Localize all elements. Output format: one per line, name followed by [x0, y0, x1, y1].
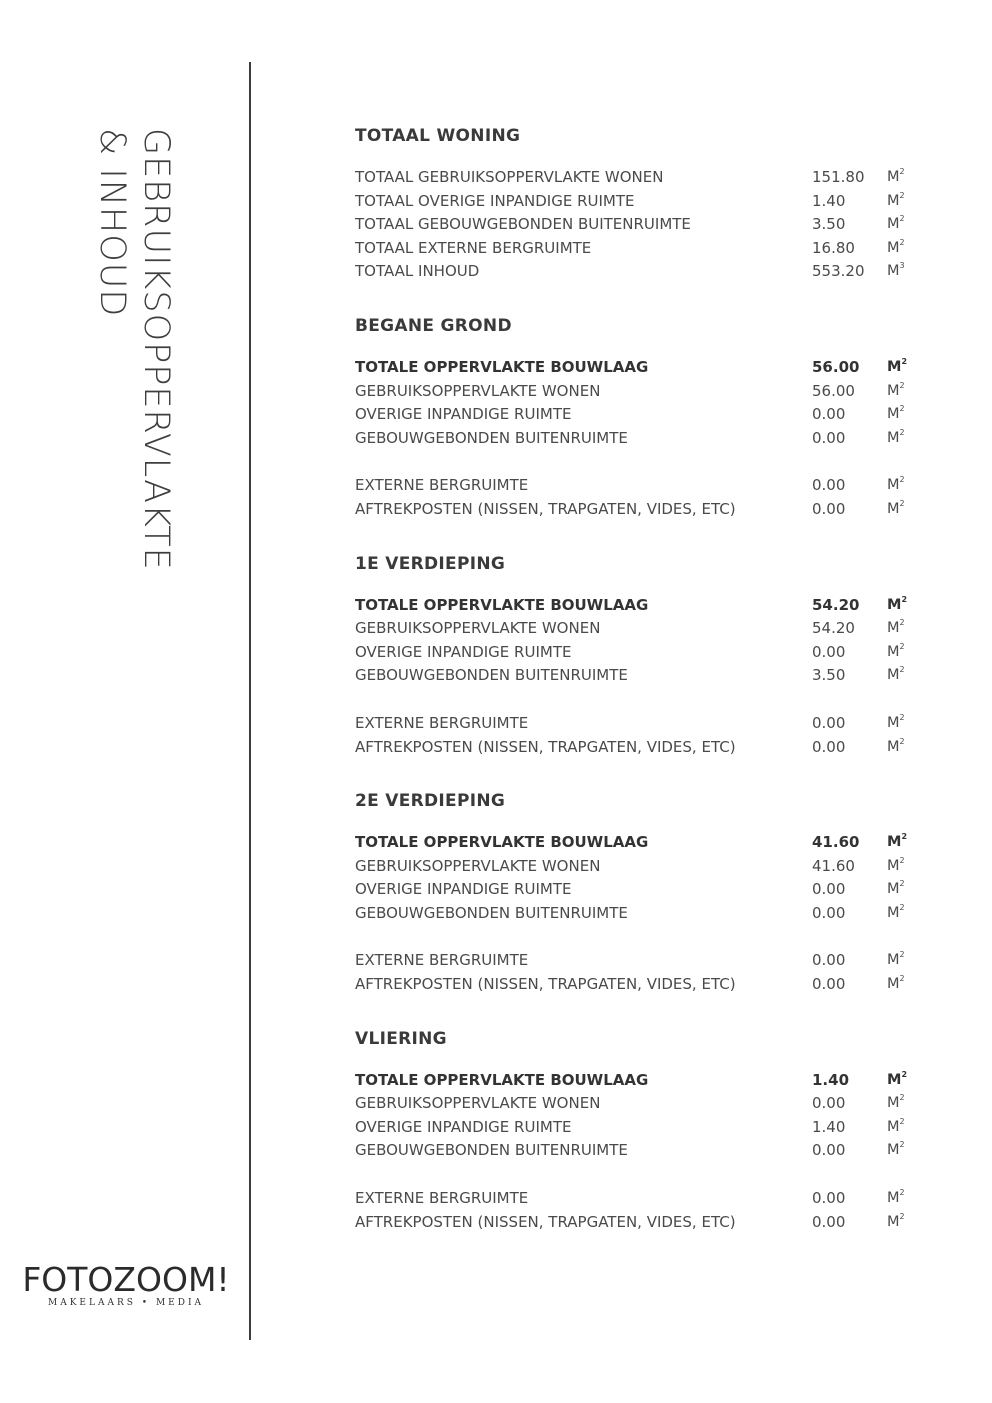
row-unit: $M^2$: [887, 380, 905, 399]
row-label: TOTAAL GEBOUWGEBONDEN BUITENRUIMTE: [355, 215, 691, 234]
row-value: 1.40: [812, 191, 846, 210]
row-unit: $M^2$: [887, 1188, 905, 1207]
row-unit: $M^3$: [887, 261, 905, 280]
row-value: 0.00: [812, 903, 846, 922]
row-label: TOTALE OPPERVLAKTE BOUWLAAG: [355, 357, 649, 376]
row-unit: $M^2$: [887, 190, 905, 209]
row-value: 41.60: [812, 856, 855, 875]
row-value: 0.00: [812, 1189, 846, 1208]
row-unit: $M^2$: [887, 641, 905, 660]
row-unit: $M^2$: [887, 618, 905, 637]
section-title: 1E VERDIEPING: [355, 553, 506, 574]
row-unit: $M^2$: [887, 404, 905, 423]
row-label: OVERIGE INPANDIGE RUIMTE: [355, 642, 572, 661]
row-value: 0.00: [812, 713, 846, 732]
row-value: 16.80: [812, 238, 855, 257]
row-unit: $M^2$: [887, 1069, 908, 1088]
table-row: [355, 166, 915, 190]
row-unit: $M^2$: [887, 214, 905, 233]
table-row: [355, 403, 915, 427]
table-row: [355, 664, 915, 688]
row-label: GEBRUIKSOPPERVLAKTE WONEN: [355, 1094, 601, 1113]
page-title: [90, 128, 178, 571]
row-value: 3.50: [812, 666, 846, 685]
row-label: OVERIGE INPANDIGE RUIMTE: [355, 405, 572, 424]
row-label: GEBRUIKSOPPERVLAKTE WONEN: [355, 619, 601, 638]
row-label: GEBOUWGEBONDEN BUITENRUIMTE: [355, 1141, 628, 1160]
section-title: BEGANE GROND: [355, 315, 512, 336]
row-label: EXTERNE BERGRUIMTE: [355, 713, 529, 732]
row-unit: $M^2$: [887, 237, 905, 256]
row-value: 0.00: [812, 951, 846, 970]
row-unit: $M^2$: [887, 902, 905, 921]
row-value: 0.00: [812, 1141, 846, 1160]
section-2e-verdieping: [355, 789, 915, 997]
row-value: 56.00: [812, 381, 855, 400]
row-label: TOTAAL EXTERNE BERGRUIMTE: [355, 238, 592, 257]
row-spacer: [355, 1163, 915, 1187]
row-label: GEBOUWGEBONDEN BUITENRUIMTE: [355, 903, 628, 922]
row-label: GEBRUIKSOPPERVLAKTE WONEN: [355, 856, 601, 875]
row-unit: $M^2$: [887, 736, 905, 755]
row-unit: $M^2$: [887, 427, 905, 446]
table-row: [355, 474, 915, 498]
table-row: [355, 1092, 915, 1116]
table-row: [355, 641, 915, 665]
section-title: VLIERING: [355, 1028, 447, 1049]
table-row: [355, 973, 915, 997]
page-title-line-1: GEBRUIKSOPPERVLAKTE: [136, 128, 176, 571]
row-spacer: [355, 450, 915, 474]
table-row: [355, 617, 915, 641]
table-row: [355, 902, 915, 926]
row-label: EXTERNE BERGRUIMTE: [355, 951, 529, 970]
row-value: 0.00: [812, 1212, 846, 1231]
row-label: GEBOUWGEBONDEN BUITENRUIMTE: [355, 428, 628, 447]
row-value: 41.60: [812, 833, 860, 852]
table-row: [355, 1211, 915, 1235]
table-row: [355, 712, 915, 736]
row-spacer: [355, 688, 915, 712]
table-row: [355, 427, 915, 451]
row-label: EXTERNE BERGRUIMTE: [355, 476, 529, 495]
row-value: 54.20: [812, 619, 855, 638]
logo-tagline: MAKELAARS • MEDIA: [47, 1298, 204, 1308]
row-value: 56.00: [812, 357, 860, 376]
row-value: 0.00: [812, 642, 846, 661]
row-unit: $M^2$: [887, 665, 905, 684]
table-row-total: [355, 1069, 915, 1093]
row-label: TOTAAL GEBRUIKSOPPERVLAKTE WONEN: [355, 168, 664, 186]
table-row: [355, 498, 915, 522]
section-title: TOTAAL WONING: [355, 126, 521, 146]
fotozoom-logo: [20, 1262, 232, 1308]
table-row: [355, 855, 915, 879]
row-value: 0.00: [812, 499, 846, 518]
row-label: TOTAAL INHOUD: [355, 262, 480, 281]
row-label: AFTREKPOSTEN (NISSEN, TRAPGATEN, VIDES, ETC): [355, 1212, 736, 1231]
section-begane-grond: [355, 314, 915, 522]
table-row: [355, 190, 915, 214]
row-label: OVERIGE INPANDIGE RUIMTE: [355, 1117, 572, 1136]
section-vliering: [355, 1027, 915, 1235]
row-value: 3.50: [812, 215, 846, 234]
row-unit: $M^2$: [887, 1093, 905, 1112]
row-unit: $M^2$: [887, 879, 905, 898]
table-row: [355, 380, 915, 404]
table-row: [355, 260, 915, 284]
row-value: 0.00: [812, 428, 846, 447]
row-value: 0.00: [812, 405, 846, 424]
table-row: [355, 213, 915, 237]
row-label: TOTALE OPPERVLAKTE BOUWLAAG: [355, 595, 649, 614]
row-value: 0.00: [812, 1094, 846, 1113]
row-unit: $M^2$: [887, 1116, 905, 1135]
row-label: AFTREKPOSTEN (NISSEN, TRAPGATEN, VIDES, ETC): [355, 499, 736, 518]
row-unit: $M^2$: [887, 974, 905, 993]
row-unit: $M^2$: [887, 1211, 905, 1230]
row-value: 0.00: [812, 476, 846, 495]
table-row: [355, 736, 915, 760]
section-totaal-woning: [355, 124, 915, 284]
row-value: 54.20: [812, 595, 860, 614]
row-unit: $M^2$: [887, 475, 905, 494]
row-unit: $M^2$: [887, 950, 905, 969]
row-label: EXTERNE BERGRUIMTE: [355, 1189, 529, 1208]
row-unit: $M^2$: [887, 356, 908, 375]
row-value: 151.80: [812, 168, 865, 186]
section-1e-verdieping: [355, 552, 915, 760]
row-unit: $M^2$: [887, 1140, 905, 1159]
row-label: OVERIGE INPANDIGE RUIMTE: [355, 880, 572, 899]
row-label: GEBRUIKSOPPERVLAKTE WONEN: [355, 381, 601, 400]
row-label: GEBOUWGEBONDEN BUITENRUIMTE: [355, 666, 628, 685]
row-unit: $M^2$: [887, 167, 905, 185]
table-row-total: [355, 356, 915, 380]
row-label: TOTALE OPPERVLAKTE BOUWLAAG: [355, 833, 649, 852]
row-value: 553.20: [812, 262, 865, 281]
table-row: [355, 1187, 915, 1211]
section-title: 2E VERDIEPING: [355, 791, 506, 812]
page-title-line-2: & INHOUD: [92, 128, 132, 318]
row-label: TOTALE OPPERVLAKTE BOUWLAAG: [355, 1070, 649, 1089]
area-table: [355, 124, 915, 1264]
vertical-divider: [249, 62, 251, 1340]
row-unit: $M^2$: [887, 832, 908, 851]
row-value: 1.40: [812, 1070, 850, 1089]
table-row: [355, 949, 915, 973]
row-unit: $M^2$: [887, 498, 905, 517]
table-row-total: [355, 594, 915, 618]
row-spacer: [355, 925, 915, 949]
table-row: [355, 237, 915, 261]
row-label: TOTAAL OVERIGE INPANDIGE RUIMTE: [355, 191, 635, 210]
row-label: AFTREKPOSTEN (NISSEN, TRAPGATEN, VIDES, ETC): [355, 737, 736, 756]
row-label: AFTREKPOSTEN (NISSEN, TRAPGATEN, VIDES, ETC): [355, 975, 736, 994]
row-value: 1.40: [812, 1117, 846, 1136]
row-unit: $M^2$: [887, 855, 905, 874]
logo-wordmark: FOTOZOOM!: [22, 1260, 230, 1299]
row-unit: $M^2$: [887, 594, 908, 613]
table-row-total: [355, 831, 915, 855]
row-value: 0.00: [812, 975, 846, 994]
row-unit: $M^2$: [887, 712, 905, 731]
row-value: 0.00: [812, 880, 846, 899]
table-row: [355, 1139, 915, 1163]
table-row: [355, 878, 915, 902]
row-value: 0.00: [812, 737, 846, 756]
table-row: [355, 1116, 915, 1140]
